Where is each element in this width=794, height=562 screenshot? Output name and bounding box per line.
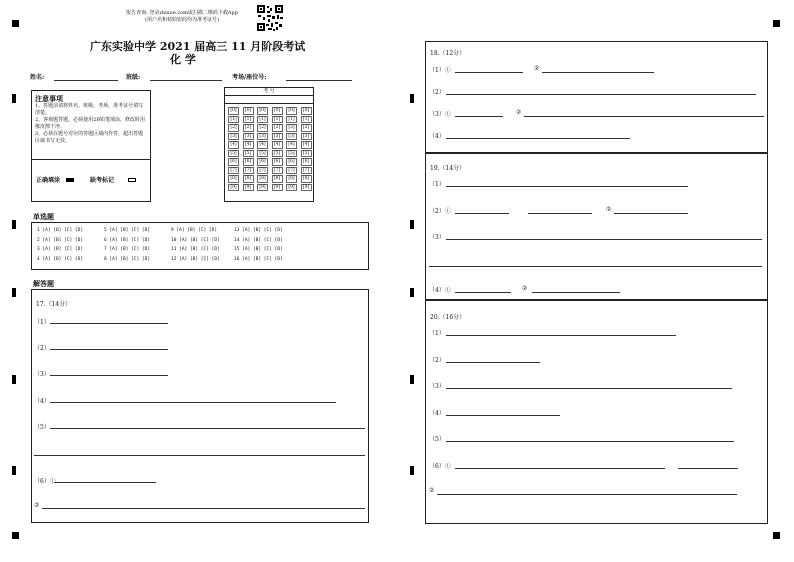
exam-digit-bubble[interactable]: [2] bbox=[286, 124, 297, 132]
q20-part1-label: （1） bbox=[429, 330, 445, 337]
q20-part1-field[interactable] bbox=[446, 335, 676, 336]
exam-digit-bubble[interactable]: [1] bbox=[301, 116, 312, 124]
q19-part3-field[interactable] bbox=[446, 239, 762, 240]
q18-part2-label: （2） bbox=[429, 89, 445, 96]
q17-part6b-label: ② bbox=[34, 502, 40, 509]
exam-digit-bubble[interactable]: [4] bbox=[286, 141, 297, 149]
exam-digit-bubble[interactable]: [0] bbox=[272, 107, 283, 115]
exam-digit-bubble[interactable]: [0] bbox=[228, 107, 239, 115]
corner-mark-tl bbox=[12, 20, 19, 27]
exam-digit-bubble[interactable]: [3] bbox=[286, 133, 297, 141]
exam-digit-bubble[interactable]: [1] bbox=[286, 116, 297, 124]
exam-digit-bubble[interactable]: [5] bbox=[286, 150, 297, 158]
q18-part3-field[interactable] bbox=[455, 116, 503, 117]
exam-digit-column bbox=[272, 107, 283, 192]
seat-field[interactable] bbox=[286, 80, 352, 81]
exam-digit-column bbox=[228, 107, 239, 192]
subject-title: 化 学 bbox=[170, 53, 196, 66]
q20-part3-label: （3） bbox=[429, 383, 445, 390]
side-mark bbox=[410, 466, 414, 475]
exam-digit-bubble[interactable]: [2] bbox=[272, 124, 283, 132]
q19-part4b-field[interactable] bbox=[532, 292, 620, 293]
side-mark bbox=[12, 466, 16, 475]
exam-digit-column bbox=[257, 107, 268, 192]
q20-part5-label: （5） bbox=[429, 436, 445, 443]
exam-digit-bubble[interactable]: [4] bbox=[257, 141, 268, 149]
mc-question-bubbles[interactable]: 2 [A] [B] [C] [D] bbox=[37, 237, 84, 243]
q18-part4-label: （4） bbox=[429, 133, 445, 140]
corner-mark-bl bbox=[12, 532, 19, 539]
exam-digit-bubble[interactable]: [1] bbox=[272, 116, 283, 124]
exam-digit-bubble[interactable]: [6] bbox=[243, 158, 254, 166]
mc-question-bubbles[interactable]: 16 [A] [B] [C] [D] bbox=[234, 256, 283, 262]
side-mark bbox=[12, 288, 16, 297]
q18-box bbox=[425, 41, 768, 153]
q17-part5-field[interactable] bbox=[50, 428, 365, 429]
note-item: 3、必须在题号对应的答题区域内作答，超出答题区域书写无效。 bbox=[35, 131, 144, 144]
exam-digit-bubble[interactable]: [8] bbox=[301, 175, 312, 183]
page-title: 广东实验中学 2021 届高三 11 月阶段考试 bbox=[90, 40, 306, 53]
exam-digit-bubble[interactable]: [2] bbox=[243, 124, 254, 132]
q19-part3-field-2[interactable] bbox=[429, 266, 762, 267]
mc-section-title: 单选题 bbox=[33, 212, 54, 221]
correct-fill-label: 正确填涂 bbox=[36, 177, 61, 184]
corner-mark-tr bbox=[773, 20, 780, 27]
exam-number-title: 考 号 bbox=[225, 88, 313, 96]
q19-part2b-label: ② bbox=[606, 206, 612, 213]
mc-question-bubbles[interactable]: 14 [A] [B] [C] [D] bbox=[234, 237, 283, 243]
absent-checkbox[interactable] bbox=[128, 178, 136, 182]
q17-part4-label: （4） bbox=[34, 398, 50, 405]
exam-digit-bubble[interactable]: [9] bbox=[286, 184, 297, 192]
q19-part2b-field[interactable] bbox=[614, 213, 688, 214]
q18-part1-field[interactable] bbox=[455, 72, 523, 73]
q20-title: 20.（16分） bbox=[430, 314, 466, 321]
exam-digit-bubble[interactable]: [2] bbox=[228, 124, 239, 132]
q17-part1-label: （1） bbox=[34, 319, 50, 326]
q20-part2-label: （2） bbox=[429, 357, 445, 364]
q20-part5-field[interactable] bbox=[446, 441, 734, 442]
mc-question-bubbles[interactable]: 11 [A] [B] [C] [D] bbox=[171, 247, 220, 252]
answer-section-title: 解答题 bbox=[33, 279, 54, 288]
exam-digit-bubble[interactable]: [2] bbox=[301, 124, 312, 132]
q17-part6-label: （6）① bbox=[34, 478, 56, 485]
q17-part6-field[interactable] bbox=[54, 482, 156, 483]
q20-part4-label: （4） bbox=[429, 410, 445, 417]
q17-part3-label: （3） bbox=[34, 371, 50, 378]
exam-digit-bubble[interactable]: [5] bbox=[272, 150, 283, 158]
q17-part6b-field[interactable] bbox=[42, 508, 365, 509]
exam-digit-bubble[interactable]: [7] bbox=[243, 167, 254, 175]
q17-part1-field[interactable] bbox=[50, 323, 168, 324]
side-mark bbox=[410, 220, 414, 229]
class-label: 班级: bbox=[126, 74, 141, 81]
q20-part3-field[interactable] bbox=[446, 388, 732, 389]
exam-digit-bubble[interactable]: [0] bbox=[286, 107, 297, 115]
side-mark bbox=[12, 220, 16, 229]
q19-part1-label: （1） bbox=[429, 181, 445, 188]
q19-part4-field[interactable] bbox=[455, 292, 511, 293]
q18-part1b-field[interactable] bbox=[542, 72, 654, 73]
q17-part2-field[interactable] bbox=[50, 349, 168, 350]
q19-part4b-label: ② bbox=[522, 285, 528, 292]
exam-digit-bubble[interactable]: [9] bbox=[228, 184, 239, 192]
name-label: 姓名: bbox=[30, 74, 45, 81]
side-mark bbox=[12, 94, 16, 103]
exam-digit-bubble[interactable]: [1] bbox=[243, 116, 254, 124]
exam-digit-bubble[interactable]: [0] bbox=[243, 107, 254, 115]
mc-question-bubbles[interactable]: 5 [A] [B] [C] [D] bbox=[104, 228, 151, 233]
exam-digit-bubble[interactable]: [2] bbox=[257, 124, 268, 132]
note-item: 2、客观题答题，必须使用2B铅笔填涂，修改时用橡皮擦干净。 bbox=[35, 117, 146, 130]
class-field[interactable] bbox=[150, 80, 222, 81]
exam-digit-bubble[interactable]: [3] bbox=[301, 133, 312, 141]
qr-code-icon bbox=[257, 5, 283, 31]
notes-title: 注意事项 bbox=[35, 94, 63, 103]
q20-box bbox=[425, 300, 768, 524]
q17-part5-field-2[interactable] bbox=[34, 455, 365, 456]
exam-digit-bubble[interactable]: [8] bbox=[286, 175, 297, 183]
mc-question-bubbles[interactable]: 15 [A] [B] [C] [D] bbox=[234, 247, 283, 252]
exam-digit-bubble[interactable]: [0] bbox=[301, 107, 312, 115]
mc-question-bubbles[interactable]: 9 [A] [B] [C] [D] bbox=[171, 228, 218, 233]
side-mark bbox=[410, 94, 414, 103]
q20-part6-label: （6）① bbox=[429, 463, 451, 470]
notes-list bbox=[35, 103, 147, 145]
exam-digit-bubble[interactable]: [7] bbox=[257, 167, 268, 175]
exam-digit-bubble[interactable]: [4] bbox=[301, 141, 312, 149]
seat-label: 考场/座位号: bbox=[232, 74, 267, 81]
side-mark bbox=[410, 288, 414, 297]
q18-part3-label: （3）① bbox=[429, 111, 451, 118]
q18-part3b-field[interactable] bbox=[524, 116, 764, 117]
mc-question-bubbles[interactable]: 3 [A] [B] [C] [D] bbox=[37, 247, 84, 252]
exam-digit-column bbox=[286, 107, 297, 192]
q20-part6b-label: ② bbox=[429, 487, 435, 494]
exam-digit-bubble[interactable]: [1] bbox=[257, 116, 268, 124]
exam-digit-bubble[interactable]: [9] bbox=[272, 184, 283, 192]
mc-question-bubbles[interactable]: 8 [A] [B] [C] [D] bbox=[104, 256, 151, 262]
mc-question-bubbles[interactable]: 12 [A] [B] [C] [D] bbox=[171, 256, 220, 262]
mc-question-bubbles[interactable]: 7 [A] [B] [C] [D] bbox=[104, 247, 151, 252]
q17-part3-field[interactable] bbox=[50, 375, 168, 376]
absent-mark-label: 缺考标记 bbox=[90, 177, 115, 184]
exam-digit-bubble[interactable]: [7] bbox=[286, 167, 297, 175]
exam-digit-bubble[interactable]: [9] bbox=[257, 184, 268, 192]
side-mark bbox=[12, 375, 16, 384]
notes-box bbox=[31, 90, 151, 202]
exam-number-grid bbox=[224, 87, 314, 202]
exam-digit-bubble[interactable]: [9] bbox=[301, 184, 312, 192]
q19-part4-label: （4）① bbox=[429, 287, 451, 294]
q18-part1b-label: ② bbox=[534, 65, 540, 72]
exam-digit-column bbox=[301, 107, 312, 192]
exam-digit-bubble[interactable]: [6] bbox=[257, 158, 268, 166]
name-field[interactable] bbox=[54, 80, 118, 81]
q19-part2-field[interactable] bbox=[455, 213, 509, 214]
mc-box bbox=[31, 222, 369, 270]
mc-question-bubbles[interactable]: 6 [A] [B] [C] [D] bbox=[104, 237, 151, 243]
exam-digit-bubble[interactable]: [6] bbox=[228, 158, 239, 166]
exam-digit-bubble[interactable]: [4] bbox=[243, 141, 254, 149]
q17-title: 17.（14分） bbox=[36, 301, 72, 308]
exam-digit-bubble[interactable]: [3] bbox=[272, 133, 283, 141]
exam-digit-bubble[interactable]: [1] bbox=[228, 116, 239, 124]
exam-digit-bubble[interactable]: [6] bbox=[286, 158, 297, 166]
side-mark bbox=[410, 375, 414, 384]
exam-digit-bubble[interactable]: [7] bbox=[272, 167, 283, 175]
exam-digit-bubble[interactable]: [0] bbox=[257, 107, 268, 115]
exam-digit-bubble[interactable]: [8] bbox=[243, 175, 254, 183]
q18-part1-label: （1）① bbox=[429, 67, 451, 74]
mc-question-bubbles[interactable]: 10 [A] [B] [C] [D] bbox=[171, 237, 220, 243]
q17-part2-label: （2） bbox=[34, 345, 50, 352]
q20-part6-field[interactable] bbox=[455, 468, 665, 469]
note-item: 1、答题前请将姓名、班级、考场、准考证号填写清楚。 bbox=[35, 103, 144, 116]
q19-part1-field[interactable] bbox=[446, 186, 688, 187]
notice-line: 报告查询: 登录zhixue.com或扫描二维码下载App bbox=[126, 10, 238, 16]
exam-digit-bubble[interactable]: [6] bbox=[272, 158, 283, 166]
q20-part6b-field[interactable] bbox=[437, 494, 737, 495]
exam-digit-bubble[interactable]: [3] bbox=[257, 133, 268, 141]
q18-part4-field[interactable] bbox=[446, 138, 630, 139]
corner-mark-br bbox=[773, 532, 780, 539]
exam-digit-bubble[interactable]: [8] bbox=[257, 175, 268, 183]
q17-box bbox=[31, 289, 369, 523]
exam-digit-bubble[interactable]: [9] bbox=[243, 184, 254, 192]
exam-digit-bubble[interactable]: [3] bbox=[228, 133, 239, 141]
exam-digit-column bbox=[243, 107, 254, 192]
exam-digit-bubble[interactable]: [4] bbox=[228, 141, 239, 149]
exam-digit-bubble[interactable]: [5] bbox=[257, 150, 268, 158]
exam-digit-bubble[interactable]: [8] bbox=[228, 175, 239, 183]
q20-part6-field-2[interactable] bbox=[678, 468, 738, 469]
mc-question-bubbles[interactable]: 4 [A] [B] [C] [D] bbox=[37, 256, 84, 262]
exam-digit-bubble[interactable]: [7] bbox=[228, 167, 239, 175]
exam-digit-bubble[interactable]: [4] bbox=[272, 141, 283, 149]
q19-part2-field-2[interactable] bbox=[528, 213, 592, 214]
report-notice bbox=[112, 10, 252, 24]
exam-digit-bubble[interactable]: [7] bbox=[301, 167, 312, 175]
q19-box bbox=[425, 153, 768, 300]
q19-part3-label: （3） bbox=[429, 234, 445, 241]
q17-part4-field[interactable] bbox=[50, 402, 336, 403]
exam-digit-bubble[interactable]: [5] bbox=[228, 150, 239, 158]
exam-digit-bubble[interactable]: [5] bbox=[301, 150, 312, 158]
q18-part3b-label: ② bbox=[516, 109, 522, 116]
notice-line: (用户名和初始密码均为准考证号) bbox=[145, 17, 219, 23]
mc-question-bubbles[interactable]: 13 [A] [B] [C] [D] bbox=[234, 228, 283, 233]
exam-digit-bubble[interactable]: [6] bbox=[301, 158, 312, 166]
q19-title: 19.（14分） bbox=[430, 165, 466, 172]
mc-question-bubbles[interactable]: 1 [A] [B] [C] [D] bbox=[37, 228, 84, 233]
q17-part5-label: （5） bbox=[34, 424, 50, 431]
exam-digit-bubble[interactable]: [8] bbox=[272, 175, 283, 183]
q19-part2-label: （2）① bbox=[429, 208, 451, 215]
q18-part2-field[interactable] bbox=[446, 94, 756, 95]
q18-title: 18.（12分） bbox=[430, 50, 466, 57]
q20-part4-field[interactable] bbox=[446, 415, 560, 416]
exam-digit-bubble[interactable]: [3] bbox=[243, 133, 254, 141]
q20-part2-field[interactable] bbox=[446, 362, 540, 363]
exam-digit-bubble[interactable]: [5] bbox=[243, 150, 254, 158]
filled-box-icon bbox=[66, 178, 74, 182]
